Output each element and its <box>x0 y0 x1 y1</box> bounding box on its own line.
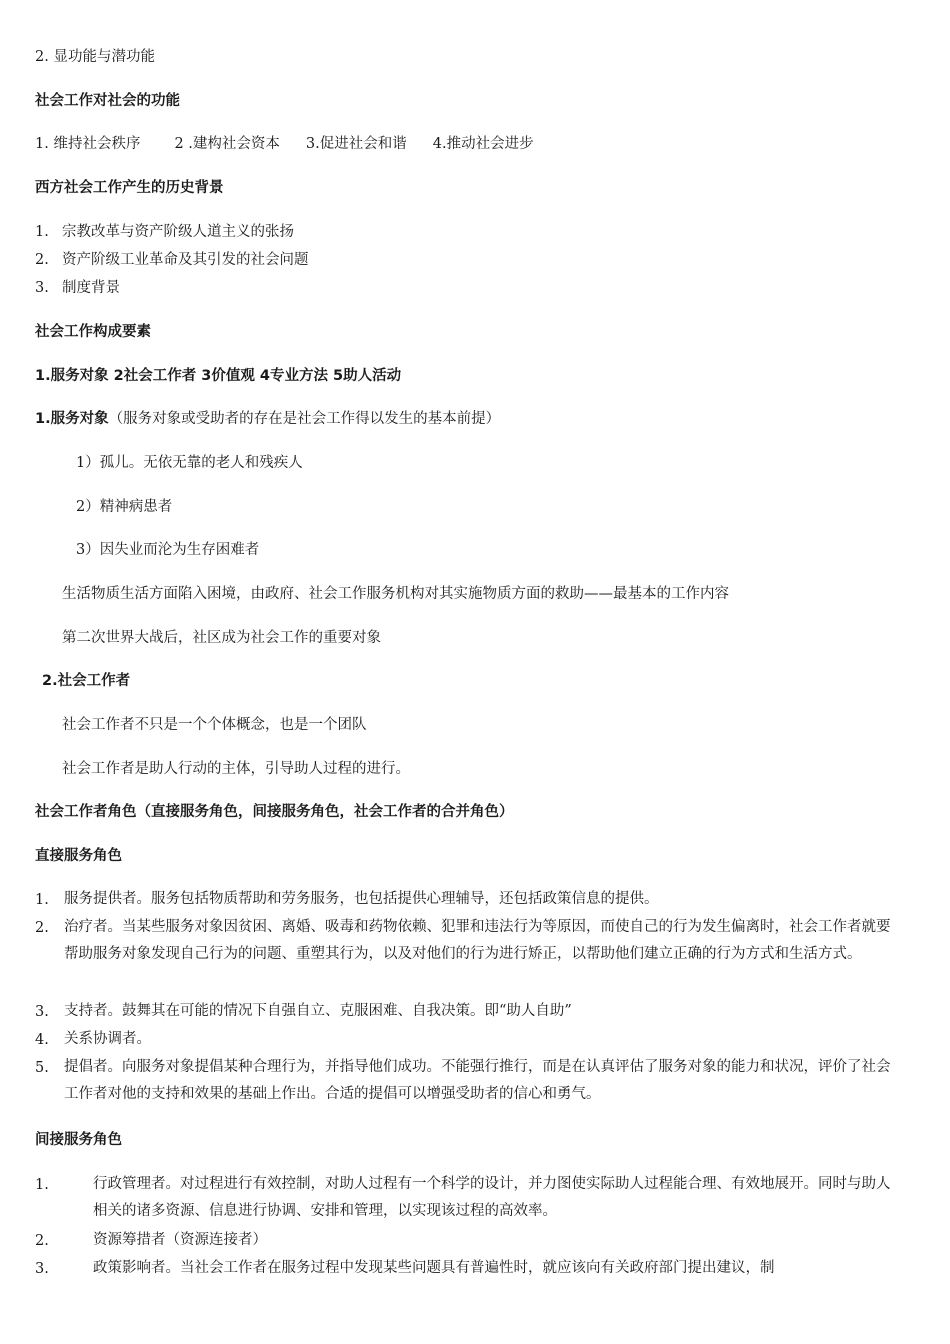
paragraph: 第二次世界大战后，社区成为社会工作的重要对象 <box>62 630 381 646</box>
paragraph: 生活物质生活方面陷入困境，由政府、社会工作服务机构对其实施物质方面的救助——最基本的工作内容 <box>62 586 729 602</box>
clients-note: （服务对象或受助者的存在是社会工作得以发生的基本前提） <box>108 411 501 427</box>
sub-item: 1）孤儿。无依无靠的老人和残疾人 <box>76 455 303 471</box>
list-number: 3. <box>35 1261 49 1277</box>
workers-title: 2.社会工作者 <box>42 673 131 689</box>
section-heading: 社会工作者角色（直接服务角色，间接服务角色，社会工作者的合并角色） <box>35 804 514 820</box>
list-number: 2. <box>35 1233 49 1249</box>
sub-item: 3）因失业而沦为生存困难者 <box>76 542 260 558</box>
list-item: 提倡者。向服务对象提倡某种合理行为，并指导他们成功。不能强行推行，而是在认真评估了服务对象的能力和状况，评价了社会工作者对他的支持和效果的基础上作出。合适的提倡可以增强受助者的信心和勇气。 <box>64 1059 891 1102</box>
section-heading: 社会工作构成要素 <box>35 324 151 340</box>
list-item: 支持者。鼓舞其在可能的情况下自强自立、克服困难、自我决策。即“助人自助” <box>64 1003 572 1019</box>
list-number: 2. <box>35 920 49 936</box>
list-item: 2. 显功能与潜功能 <box>35 49 155 65</box>
clients-heading-line <box>35 409 500 429</box>
section-heading: 西方社会工作产生的历史背景 <box>35 180 224 196</box>
paragraph: 社会工作者不只是一个个体概念，也是一个团队 <box>62 717 367 733</box>
list-item: 2 .建构社会资本 <box>174 136 280 152</box>
clients-title: 1.服务对象 <box>35 411 109 427</box>
subsection-heading: 直接服务角色 <box>35 848 122 864</box>
list-item: 资源筹措者（资源连接者） <box>93 1232 267 1248</box>
list-number: 1. <box>35 1177 49 1193</box>
list-item: 1. 维持社会秩序 <box>35 136 141 152</box>
list-item: 3.促进社会和谐 <box>305 136 407 152</box>
list-item: 资产阶级工业革命及其引发的社会问题 <box>62 252 309 268</box>
list-item: 4.推动社会进步 <box>432 136 534 152</box>
list-number: 4. <box>35 1032 49 1048</box>
list-number: 1. <box>35 892 49 908</box>
paragraph: 社会工作者是助人行动的主体，引导助人过程的进行。 <box>62 761 410 777</box>
list-item: 制度背景 <box>62 280 120 296</box>
list-item: 宗教改革与资产阶级人道主义的张扬 <box>62 224 294 240</box>
list-number: 3. <box>35 1004 49 1020</box>
list-item: 治疗者。当某些服务对象因贫困、离婚、吸毒和药物依赖、犯罪和违法行为等原因，而使自己的行为发生偏离时，社会工作者就要帮助服务对象发现自己行为的问题、重塑其行为，以及对他们的行为进行矫正，以帮助他们建立正确的行为方式和生活方式。 <box>64 919 891 962</box>
list-number: 5. <box>35 1060 49 1076</box>
section-heading: 社会工作对社会的功能 <box>35 93 180 109</box>
list-item: 行政管理者。对过程进行有效控制，对助人过程有一个科学的设计，并力图使实际助人过程能合理、有效地展开。同时与助人相关的诸多资源、信息进行协调、安排和管理，以实现该过程的高效率。 <box>93 1176 891 1219</box>
list-number: 3. <box>35 280 49 296</box>
list-item: 服务提供者。服务包括物质帮助和劳务服务，也包括提供心理辅导，还包括政策信息的提供。 <box>64 891 659 907</box>
list-number: 2. <box>35 252 49 268</box>
list-number: 1. <box>35 224 49 240</box>
list-item: 政策影响者。当社会工作者在服务过程中发现某些问题具有普遍性时，就应该向有关政府部门提出建议，制 <box>93 1260 775 1276</box>
sub-item: 2）精神病患者 <box>76 499 173 515</box>
subsection-heading: 间接服务角色 <box>35 1132 122 1148</box>
list-item: 关系协调者。 <box>64 1031 151 1047</box>
elements-summary: 1.服务对象 2社会工作者 3价值观 4专业方法 5助人活动 <box>35 368 402 384</box>
function-list <box>35 134 534 154</box>
